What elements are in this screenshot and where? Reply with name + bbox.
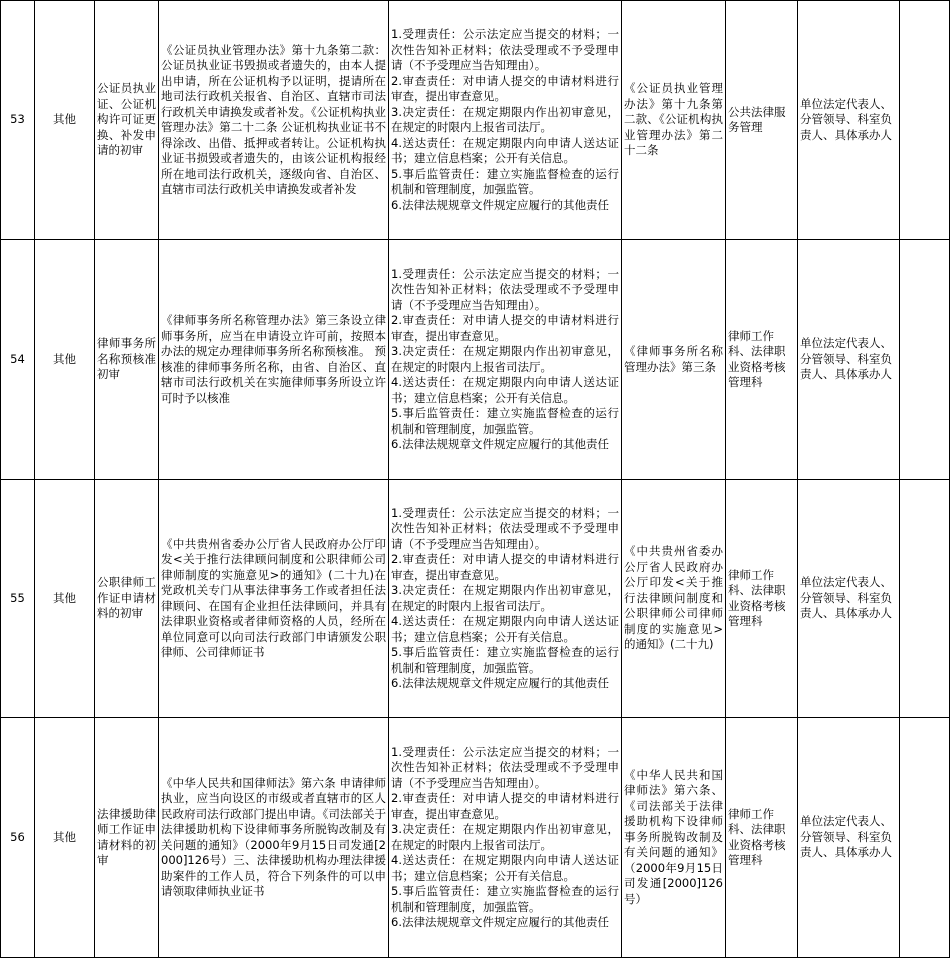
item-basis: 《律师事务所名称管理办法》第三条设立律师事务所，应当在申请设立许可前，按照本办法的规定办理律师事务所名称预核准。 预核准的律师事务所名称，由省、自治区、直辖市司法行政机关在实施律师事务所设立许可时予以核准	[159, 240, 389, 480]
responsibility-line: 6.法律法规规章文件规定应履行的其他责任	[391, 197, 609, 212]
item-responsibilities	[389, 718, 622, 958]
responsibility-line: 1.受理责任：公示法定应当提交的材料；一次性告知补正材料；依法受理或不予受理申请（不予受理应当告知理由）。	[391, 266, 619, 312]
responsibility-line: 4.送达责任：在规定期限内向申请人送达证书；建立信息档案；公开有关信息。	[391, 135, 619, 165]
responsibility-line: 4.送达责任：在规定期限内向申请人送达证书；建立信息档案；公开有关信息。	[391, 614, 619, 644]
responsibility-line: 2.审查责任：对申请人提交的申请材料进行审查，提出审查意见。	[391, 73, 619, 103]
remarks	[900, 718, 950, 958]
remarks	[900, 480, 950, 718]
accountable-persons: 单位法定代表人、分管领导、科室负责人、具体承办人	[798, 480, 900, 718]
table-row	[1, 1, 950, 240]
accountable-persons: 单位法定代表人、分管领导、科室负责人、具体承办人	[798, 240, 900, 480]
responsibility-line: 5.事后监管责任：建立实施监督检查的运行机制和管理制度，加强监管。	[391, 166, 619, 196]
responsibility-line: 5.事后监管责任：建立实施监督检查的运行机制和管理制度，加强监管。	[391, 645, 619, 675]
item-name: 公证员执业证、公证机构许可证更换、补发申请的初审	[95, 1, 159, 240]
responsibility-line: 1.受理责任：公示法定应当提交的材料；一次性告知补正材料；依法受理或不予受理申请（不予受理应当告知理由）。	[391, 505, 619, 551]
responsible-department: 律师工作科、法律职业资格考核管理科	[726, 718, 798, 958]
item-name: 律师事务所名称预核准初审	[95, 240, 159, 480]
remarks	[900, 240, 950, 480]
responsibility-line: 3.决定责任：在规定期限内作出初审意见，在规定的时限内上报省司法厅。	[391, 583, 619, 613]
responsibility-line: 5.事后监管责任：建立实施监督检查的运行机制和管理制度，加强监管。	[391, 406, 619, 436]
item-basis: 《中共贵州省委办公厅省人民政府办公厅印发<关于推行法律顾问制度和公职律师公司律师制度的实施意见>的通知》(二十九)在党政机关专门从事法律事务工作或者担任法律顾问、在国有企业担任法律顾问，并具有法律职业资格或者律师资格的人员，经所在单位同意可以向司法行政部门申请颁发公职律师、公司律师证书	[159, 480, 389, 718]
item-basis: 《中华人民共和国律师法》第六条 申请律师执业，应当向设区的市级或者直辖市的区人民政府司法行政部门提出申请。《司法部关于法律援助机构下设律师事务所脱钩改制及有关问题的通知》（2000年9月15日司发通[2000]126号）三、法律援助机构办理法律援助案件的工作人员，符合下列条件的可以申请领取律师执业证书	[159, 718, 389, 958]
responsibility-line: 3.决定责任：在规定期限内作出初审意见，在规定的时限内上报省司法厅。	[391, 822, 619, 852]
table-row	[1, 718, 950, 958]
table-row	[1, 480, 950, 718]
row-number: 54	[1, 240, 35, 480]
responsible-department: 公共法律服务管理	[726, 1, 798, 240]
accountable-persons: 单位法定代表人、分管领导、科室负责人、具体承办人	[798, 1, 900, 240]
responsible-department: 律师工作科、法律职业资格考核管理科	[726, 480, 798, 718]
responsibility-line: 2.审查责任：对申请人提交的申请材料进行审查，提出审查意见。	[391, 313, 619, 343]
responsibility-line: 2.审查责任：对申请人提交的申请材料进行审查，提出审查意见。	[391, 791, 619, 821]
item-responsibilities	[389, 1, 622, 240]
responsible-department: 律师工作科、法律职业资格考核管理科	[726, 240, 798, 480]
responsibility-line: 4.送达责任：在规定期限内向申请人送达证书；建立信息档案；公开有关信息。	[391, 853, 619, 883]
legal-basis: 《中华人民共和国律师法》第六条、《司法部关于法律援助机构下设律师事务所脱钩改制及有关问题的通知》（2000年9月15日司发通[2000]126号）	[622, 718, 726, 958]
item-responsibilities	[389, 480, 622, 718]
responsibility-line: 3.决定责任：在规定期限内作出初审意见，在规定的时限内上报省司法厅。	[391, 104, 619, 134]
legal-basis: 《公证员执业管理办法》第十九条第二款、《公证机构执业管理办法》第二十二条	[622, 1, 726, 240]
responsibility-line: 4.送达责任：在规定期限内向申请人送达证书；建立信息档案；公开有关信息。	[391, 375, 619, 405]
item-category: 其他	[35, 480, 95, 718]
table-row	[1, 240, 950, 480]
item-responsibilities	[389, 240, 622, 480]
responsibility-line: 6.法律法规规章文件规定应履行的其他责任	[391, 915, 609, 929]
responsibility-line: 3.决定责任：在规定期限内作出初审意见，在规定的时限内上报省司法厅。	[391, 344, 619, 374]
item-category: 其他	[35, 240, 95, 480]
remarks	[900, 1, 950, 240]
responsibility-line: 5.事后监管责任：建立实施监督检查的运行机制和管理制度，加强监管。	[391, 884, 619, 914]
row-number: 55	[1, 480, 35, 718]
item-name: 法律援助律师工作证申请材料的初审	[95, 718, 159, 958]
item-category: 其他	[35, 1, 95, 240]
responsibility-line: 6.法律法规规章文件规定应履行的其他责任	[391, 676, 609, 690]
legal-basis: 《律师事务所名称管理办法》第三条	[622, 240, 726, 480]
responsibility-line: 2.审查责任：对申请人提交的申请材料进行审查，提出审查意见。	[391, 552, 619, 582]
row-number: 56	[1, 718, 35, 958]
item-name: 公职律师工作证申请材料的初审	[95, 480, 159, 718]
responsibility-line: 6.法律法规规章文件规定应履行的其他责任	[391, 437, 609, 451]
item-basis: 《公证员执业管理办法》第十九条第二款：公证员执业证书毁损或者遗失的，由本人提出申请，所在公证机构予以证明，提请所在地司法行政机关报省、自治区、直辖市司法行政机关申请换发或者补发。《公证机构执业管理办法》第二十二条 公证机构执业证书不得涂改、出借、抵押或者转让。公证机构执业证书损毁或者遗失的，由该公证机构报经所在地司法行政机关，逐级向省、自治区、直辖市司法行政机关申请换发或者补发	[159, 1, 389, 240]
legal-basis: 《中共贵州省委办公厅省人民政府办公厅印发<关于推行法律顾问制度和公职律师公司律师制度的实施意见>的通知》(二十九)	[622, 480, 726, 718]
accountable-persons: 单位法定代表人、分管领导、科室负责人、具体承办人	[798, 718, 900, 958]
item-category: 其他	[35, 718, 95, 958]
row-number: 53	[1, 1, 35, 240]
responsibility-line: 1.受理责任：公示法定应当提交的材料；一次性告知补正材料；依法受理或不予受理申请（不予受理应当告知理由）。	[391, 27, 619, 72]
responsibility-line: 1.受理责任：公示法定应当提交的材料；一次性告知补正材料；依法受理或不予受理申请（不予受理应当告知理由）。	[391, 744, 619, 790]
